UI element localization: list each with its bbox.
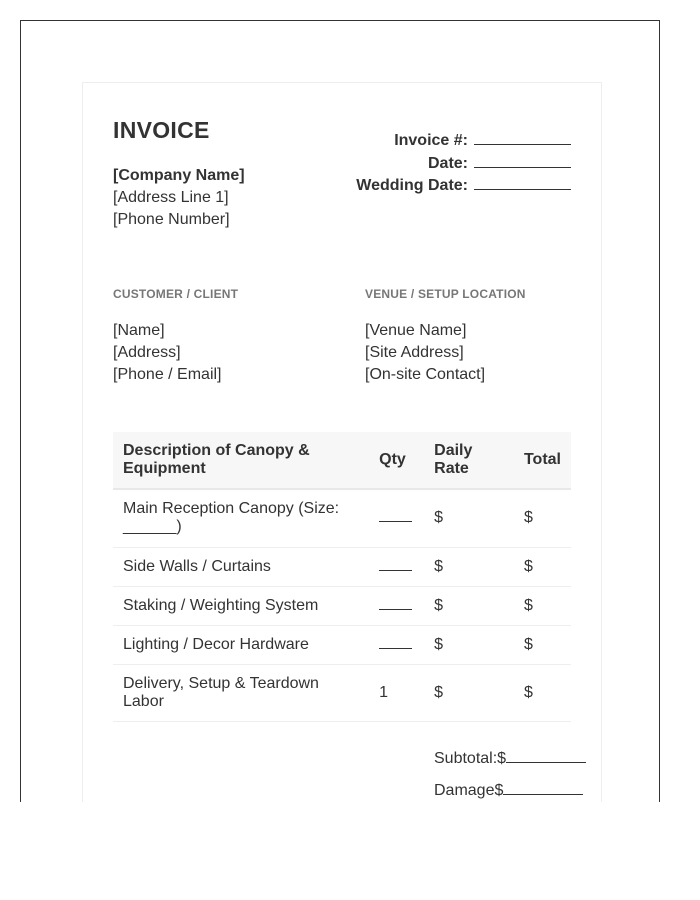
row-description: Main Reception Canopy (Size: ______) (113, 489, 369, 547)
row-total: $ (514, 489, 571, 547)
header-total: Total (514, 432, 571, 489)
date-label: Date: (427, 154, 468, 172)
qty-blank[interactable] (379, 597, 412, 610)
company-address: [Address Line 1] (113, 189, 229, 206)
table-row (113, 489, 571, 547)
venue-heading: VENUE / SETUP LOCATION (365, 287, 526, 301)
table-row (113, 586, 571, 625)
row-total: $ (514, 547, 571, 586)
subtotal-label: Subtotal:$ (434, 750, 507, 767)
company-phone: [Phone Number] (113, 211, 230, 228)
damage-row (434, 780, 583, 800)
header-qty: Qty (369, 432, 424, 489)
row-description: Staking / Weighting System (113, 586, 369, 625)
header-daily-rate: Daily Rate (424, 432, 514, 489)
company-name: [Company Name] (113, 167, 245, 184)
invoice-sheet (82, 82, 602, 802)
table-header-row (113, 432, 571, 489)
customer-block (113, 320, 222, 386)
date-row (356, 153, 571, 176)
customer-address: [Address] (113, 344, 181, 361)
qty-blank[interactable] (379, 509, 412, 522)
row-total: $ (514, 664, 571, 721)
table-row (113, 664, 571, 721)
wedding-date-label: Wedding Date: (356, 177, 468, 194)
invoice-number-field[interactable] (474, 130, 571, 145)
table-row (113, 547, 571, 586)
row-total: $ (514, 586, 571, 625)
header-description: Description of Canopy & Equipment (113, 432, 369, 489)
page-frame (20, 20, 660, 802)
venue-block (365, 320, 485, 386)
row-description: Side Walls / Curtains (113, 547, 369, 586)
table-row (113, 625, 571, 664)
row-qty[interactable] (369, 625, 424, 664)
customer-name: [Name] (113, 322, 165, 339)
venue-address: [Site Address] (365, 344, 464, 361)
damage-label: Damage$ (434, 782, 504, 799)
row-rate: $ (424, 586, 514, 625)
venue-contact: [On-site Contact] (365, 366, 486, 383)
row-rate: $ (424, 664, 514, 721)
row-qty[interactable] (369, 489, 424, 547)
date-field[interactable] (474, 153, 571, 168)
row-description: Lighting / Decor Hardware (113, 625, 369, 664)
qty-blank[interactable] (379, 558, 412, 571)
row-description: Delivery, Setup & Teardown Labor (113, 664, 369, 721)
damage-field[interactable] (503, 780, 583, 795)
customer-heading: CUSTOMER / CLIENT (113, 287, 239, 301)
row-rate: $ (424, 625, 514, 664)
subtotal-row (434, 748, 586, 768)
venue-name: [Venue Name] (365, 322, 467, 339)
row-total: $ (514, 625, 571, 664)
invoice-number-row (356, 130, 571, 153)
invoice-number-label: Invoice #: (394, 132, 468, 149)
row-rate: $ (424, 489, 514, 547)
wedding-date-row (356, 175, 571, 198)
qty-blank[interactable] (379, 636, 412, 649)
customer-contact: [Phone / Email] (113, 366, 222, 383)
row-qty[interactable] (369, 547, 424, 586)
row-qty[interactable] (369, 586, 424, 625)
row-rate: $ (424, 547, 514, 586)
wedding-date-field[interactable] (474, 175, 571, 190)
row-qty: 1 (369, 664, 424, 721)
items-table (113, 432, 571, 722)
subtotal-field[interactable] (506, 748, 586, 763)
invoice-title: INVOICE (113, 117, 210, 143)
invoice-meta (356, 130, 571, 198)
company-block (113, 165, 245, 231)
